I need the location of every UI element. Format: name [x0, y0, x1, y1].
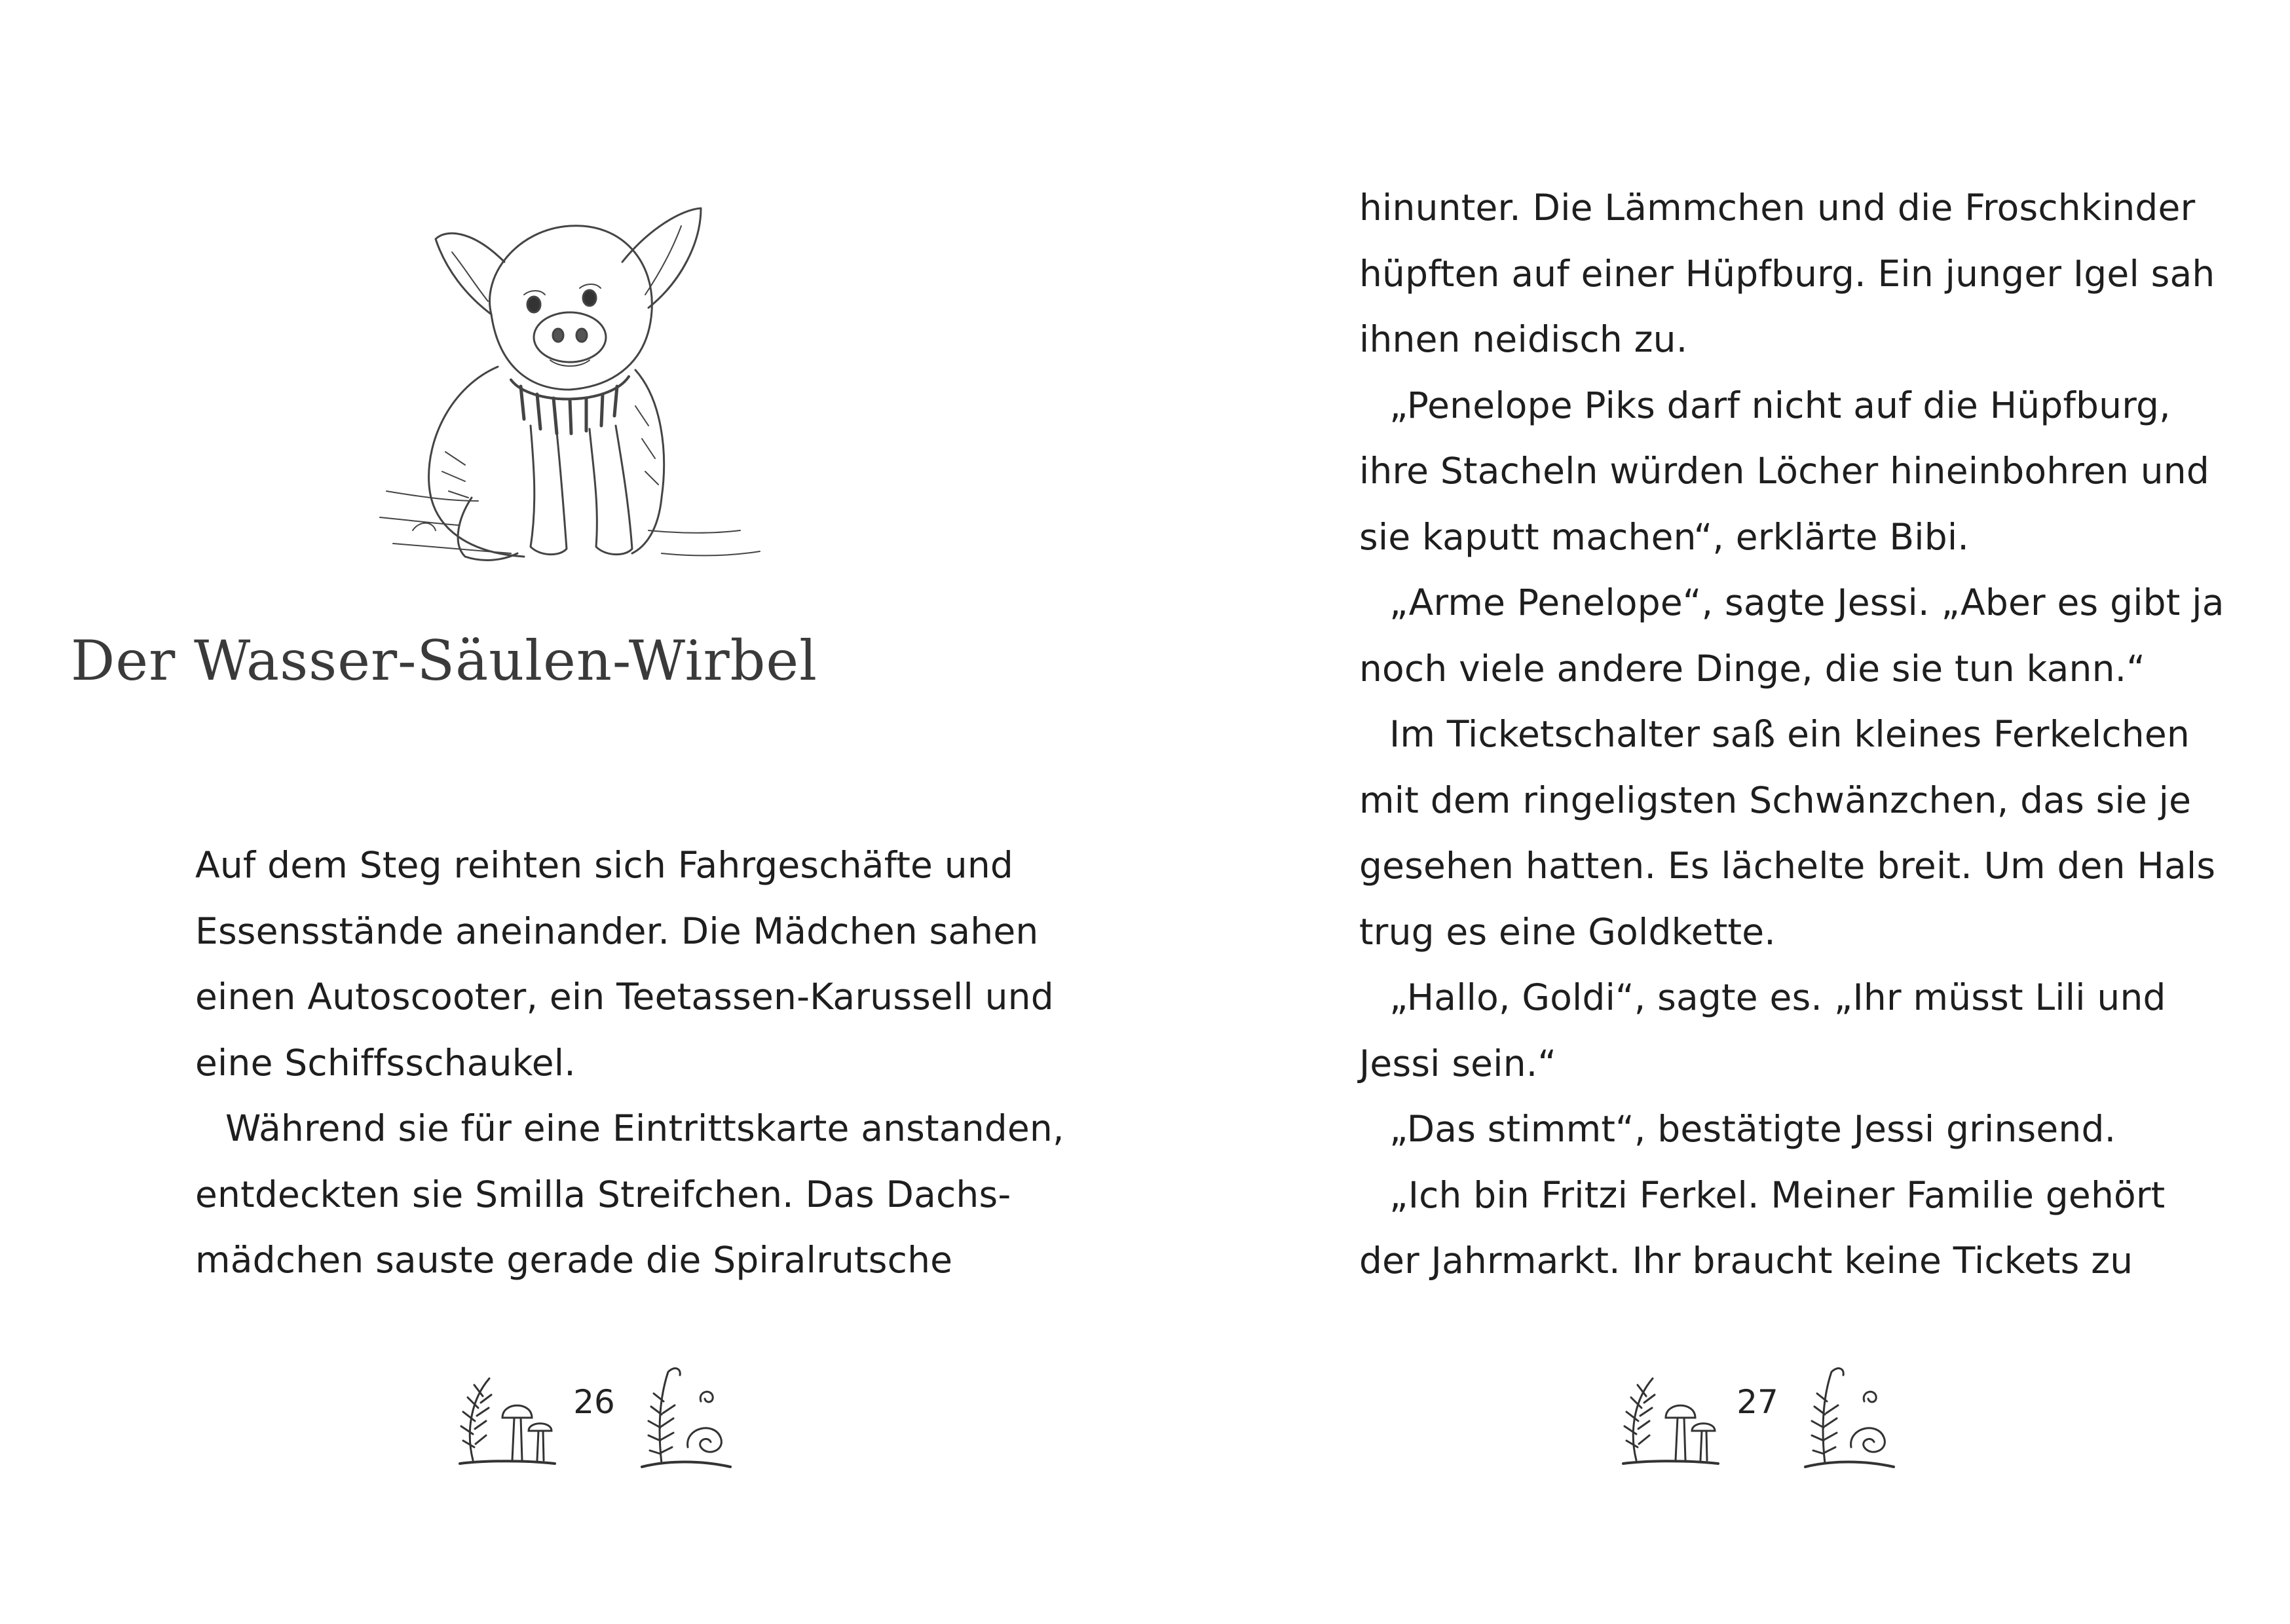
right-body-text	[1359, 175, 2243, 1294]
text-line: „Arme Penelope“, sagte Jessi. „Aber es gibt ja	[1389, 581, 2224, 623]
chapter-title: Der Wasser-Säulen-Wirbel	[71, 629, 817, 693]
fern-snail-ornament-icon	[629, 1356, 734, 1473]
text-line: gesehen hatten. Es lächelte breit. Um den Hals	[1359, 845, 2216, 887]
text-line: „Ich bin Fritzi Ferkel. Meiner Familie gehört	[1389, 1173, 2166, 1216]
text-line: entdeckten sie Smilla Streifchen. Das Dachs-	[195, 1173, 1011, 1215]
right-page	[1145, 0, 2290, 1624]
text-line: noch viele andere Dinge, die sie tun kann.“	[1359, 647, 2146, 690]
text-line: „Hallo, Goldi“, sagte es. „Ihr müsst Lili und	[1389, 976, 2166, 1018]
left-body-text	[195, 832, 1079, 1293]
text-line: trug es eine Goldkette.	[1359, 910, 1776, 953]
text-line: mit dem ringeligsten Schwänzchen, das sie je	[1359, 779, 2192, 821]
text-line: ihre Stacheln würden Löcher hineinbohren und	[1359, 450, 2209, 492]
fern-mushroom-ornament-icon	[453, 1356, 558, 1473]
page-footer	[453, 1356, 735, 1486]
page-number: 26	[573, 1383, 615, 1421]
page-footer	[1617, 1356, 1898, 1486]
text-line: „Das stimmt“, bestätigte Jessi grinsend.	[1389, 1108, 2116, 1150]
text-line: Essensstände aneinander. Die Mädchen sahen	[195, 910, 1039, 952]
fern-mushroom-ornament-icon	[1617, 1356, 1721, 1473]
text-line: der Jahrmarkt. Ihr braucht keine Tickets zu	[1359, 1240, 2133, 1282]
page-number: 27	[1736, 1383, 1778, 1421]
text-line: Jessi sein.“	[1359, 1042, 1557, 1084]
text-line: „Penelope Piks darf nicht auf die Hüpfburg,	[1389, 384, 2171, 426]
text-line: sie kaputt machen“, erklärte Bibi.	[1359, 515, 1970, 558]
text-line: eine Schiffsschaukel.	[195, 1041, 576, 1084]
text-line: hüpften auf einer Hüpfburg. Ein junger Igel sah	[1359, 252, 2215, 295]
text-line: Auf dem Steg reihten sich Fahrgeschäfte und	[195, 844, 1014, 886]
text-line: mädchen sauste gerade die Spiralrutsche	[195, 1239, 953, 1281]
text-line: ihnen neidisch zu.	[1359, 318, 1688, 360]
text-line: einen Autoscooter, ein Teetassen-Karussell und	[195, 976, 1054, 1018]
text-line: Während sie für eine Eintrittskarte anstanden,	[225, 1107, 1064, 1149]
pig-sketch-icon	[373, 190, 779, 576]
text-line: Im Ticketschalter saß ein kleines Ferkelchen	[1389, 713, 2190, 755]
fern-snail-ornament-icon	[1792, 1356, 1897, 1473]
text-line: hinunter. Die Lämmchen und die Froschkinder	[1359, 187, 2196, 229]
